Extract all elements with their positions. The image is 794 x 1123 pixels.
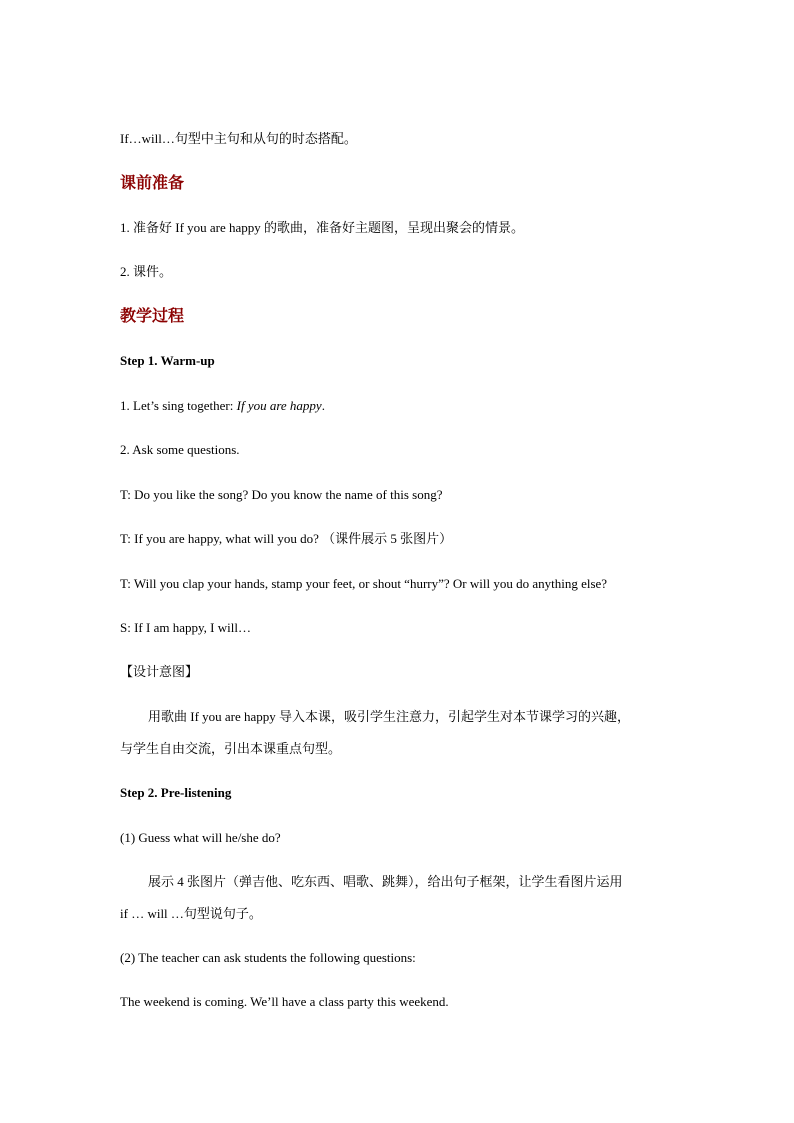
prep-item-1: 1. 准备好 If you are happy 的歌曲，准备好主题图，呈现出聚会的情景。 <box>120 220 525 235</box>
step1-line-1-suffix: . <box>321 398 325 413</box>
step2-title: Step 2. Pre-listening <box>120 785 232 800</box>
intro-line: If…will…句型中主句和从句的时态搭配。 <box>120 131 357 146</box>
design-intent-text-1: 用歌曲 If you are happy 导入本课，吸引学生注意力，引起学生对本节课学习的兴趣， <box>148 709 631 724</box>
step1-line-1 <box>120 397 325 415</box>
prep-heading: 课前准备 <box>120 175 185 192</box>
dialog-line-4: S: If I am happy, I will… <box>120 620 251 635</box>
step2-item-1-text-2: if … will …句型说句子。 <box>120 906 262 921</box>
step2-item-1-text-1: 展示 4 张图片（弹吉他、吃东西、唱歌、跳舞），给出句子框架，让学生看图片运用 <box>148 874 623 889</box>
prep-item-2: 2. 课件。 <box>120 264 173 279</box>
step1-title: Step 1. Warm-up <box>120 353 215 368</box>
dialog-line-1: T: Do you like the song? Do you know the name of this song? <box>120 487 443 502</box>
step2-item-1: (1) Guess what will he/she do? <box>120 830 281 845</box>
dialog-line-2: T: If you are happy, what will you do? （课件展示 5 张图片） <box>120 531 453 546</box>
step1-line-1-prefix: 1. Let’s sing together: <box>120 398 237 413</box>
design-intent-label: 【设计意图】 <box>120 664 199 679</box>
step2-item-2-text: The weekend is coming. We’ll have a class party this weekend. <box>120 994 449 1009</box>
dialog-line-3: T: Will you clap your hands, stamp your feet, or shout “hurry”? Or will you do anything else? <box>120 576 608 591</box>
step1-line-2: 2. Ask some questions. <box>120 442 240 457</box>
process-heading: 教学过程 <box>120 308 185 325</box>
song-title: If you are happy <box>236 398 322 413</box>
design-intent-text-2: 与学生自由交流，引出本课重点句型。 <box>120 741 342 756</box>
step2-item-2: (2) The teacher can ask students the following questions: <box>120 950 416 965</box>
